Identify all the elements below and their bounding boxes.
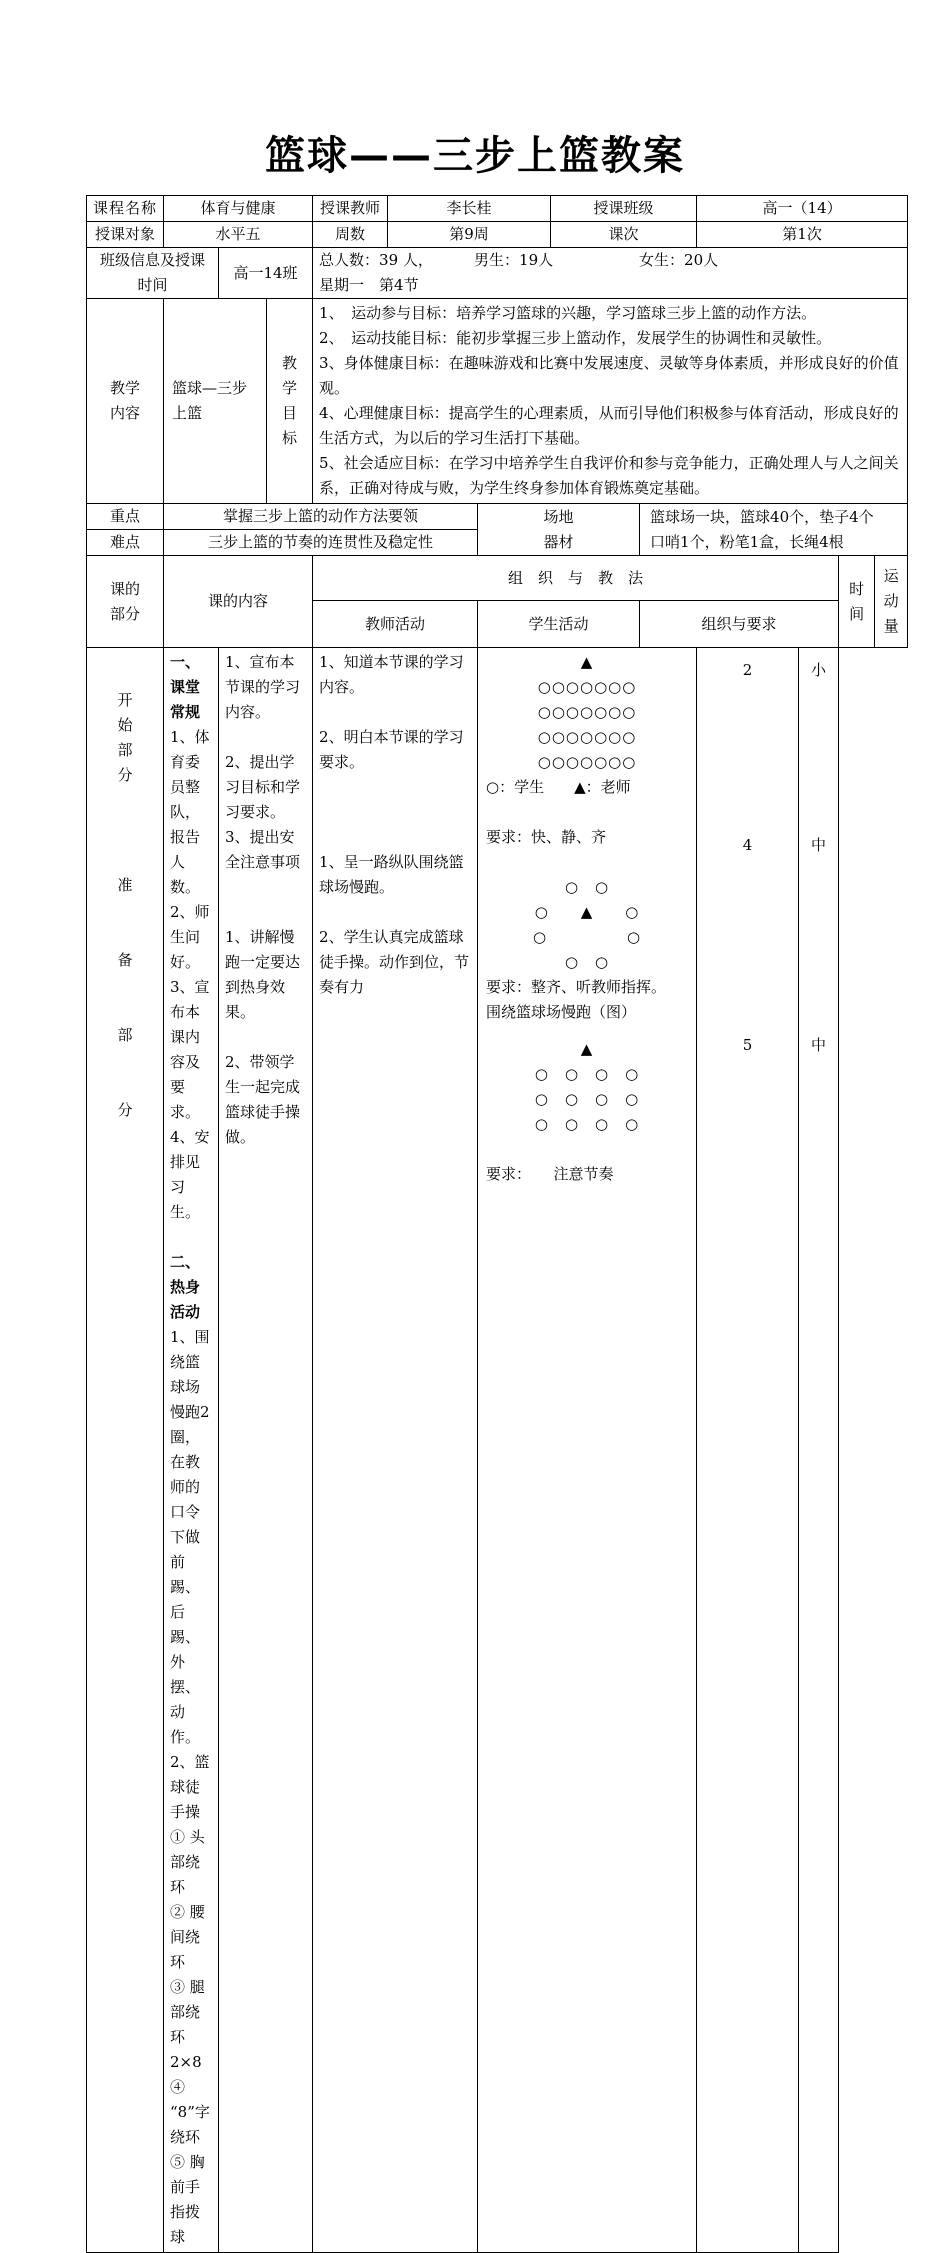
goal-item: 3、身体健康目标：在趣味游戏和比赛中发展速度、灵敏等身体素质，并形成良好的价值观。 [319, 354, 899, 397]
class-value: 高一（14） [697, 196, 908, 222]
time-value: 2 [742, 661, 753, 679]
time-header: 时间 [839, 556, 875, 648]
class-label: 授课班级 [551, 196, 697, 222]
venue-label: 场地 [543, 507, 574, 526]
course-value: 体育与健康 [164, 196, 313, 222]
part-a: 开始部分 [117, 691, 133, 784]
student-activity: 1、呈一路纵队围绕篮球场慢跑。 [319, 853, 464, 896]
student-activity-cell [313, 648, 478, 2253]
content-header: 课的内容 [164, 556, 313, 648]
legend-student: ○：学生 [486, 778, 545, 796]
info-time: 星期一 第4节 [319, 276, 419, 294]
student-activity: 2、明白本节课的学习要求。 [319, 728, 464, 771]
teacher-activity: 3、提出安全注意事项 [225, 828, 301, 871]
load-header: 运动量 [875, 556, 908, 648]
requirement: 要求：整齐、听教师指挥。 [486, 978, 667, 996]
content-topic: 篮球—三步上篮 [164, 299, 267, 504]
teacher-activity-header: 教师活动 [313, 601, 478, 648]
student-activity: 1、知道本节课的学习内容。 [319, 653, 464, 696]
content-label: 教学内容 [87, 299, 164, 504]
requirement: 要求： 注意节奏 [486, 1165, 614, 1183]
s2-title: 二、热身活动 [170, 1253, 201, 1321]
legend-teacher: ▲：老师 [574, 778, 631, 796]
week-value: 第9周 [388, 222, 551, 248]
info-female: 女生：20人 [639, 251, 719, 269]
time-cell [697, 648, 799, 2253]
student-row-icon: ○○○○○○○ [537, 753, 637, 771]
info-class: 高一14班 [219, 248, 313, 299]
goal-item: 5、社会适应目标：在学习中培养学生自我评价和参与竞争能力，正确处理人与人之间关系，正确对待成与败，为学生终身参加体育锻炼奠定基础。 [319, 454, 899, 497]
s1-title: 一、课堂常规 [170, 653, 201, 721]
circle-formation-icon: ○ ○ [564, 953, 610, 971]
s2-item: 1、围绕篮球场慢跑2圈，在教师的口令下做前踢、后踢、外摆、动作。 [170, 1328, 210, 1746]
teacher-label: 授课教师 [313, 196, 388, 222]
time-value: 4 [742, 836, 753, 854]
s2-item: ② 腰间绕环 [170, 1903, 205, 1971]
lesson-plan-table [86, 195, 908, 2253]
circle-formation-icon: ○ ▲ ○ [534, 903, 640, 921]
circle-formation-icon: ○ ○ [564, 878, 610, 896]
s2-item: ③ 腿部绕环 2×8 [170, 1978, 205, 2071]
org-header: 组 织 与 教 法 [313, 556, 839, 601]
circle-formation-icon: ○ ○ [532, 928, 642, 946]
teacher-marker-icon: ▲ [580, 653, 594, 671]
teacher-activity: 2、提出学习目标和学习要求。 [225, 753, 301, 821]
teacher-activity: 2、带领学生一起完成篮球徒手操做。 [225, 1053, 301, 1146]
s2-item: 2、篮球徒手操 [170, 1753, 210, 1821]
week-label: 周数 [313, 222, 388, 248]
venue-cell [640, 504, 908, 556]
venue-label-cell [478, 504, 640, 556]
part-b: 准备部分 [117, 876, 133, 1119]
student-row-icon: ○ ○ ○ ○ [534, 1115, 640, 1133]
info-detail [313, 248, 908, 299]
lesson-value: 第1次 [697, 222, 908, 248]
part-header: 课的部分 [87, 556, 164, 648]
info-male: 男生：19人 [474, 251, 554, 269]
teacher-marker-icon: ▲ [580, 1040, 594, 1058]
student-row-icon: ○○○○○○○ [537, 728, 637, 746]
student-activity: 2、学生认真完成篮球徒手操。动作到位，节奏有力 [319, 928, 470, 996]
teacher-value: 李长桂 [388, 196, 551, 222]
course-label: 课程名称 [87, 196, 164, 222]
page-title: 篮球——三步上篮教案 [265, 133, 685, 179]
content-cell [164, 648, 219, 2253]
student-row-icon: ○○○○○○○ [537, 703, 637, 721]
teacher-activity-cell [219, 648, 313, 2253]
requirement: 围绕篮球场慢跑（图） [486, 1003, 637, 1021]
key-value: 掌握三步上篮的动作方法要领 [164, 504, 478, 530]
require-cell [478, 648, 697, 2253]
require-header: 组织与要求 [640, 601, 839, 648]
goal-item: 2、 运动技能目标：能初步掌握三步上篮动作，发展学生的协调性和灵敏性。 [319, 329, 832, 347]
equip-label: 器材 [543, 532, 574, 551]
target-value: 水平五 [164, 222, 313, 248]
requirement: 要求：快、静、齐 [486, 828, 607, 846]
teacher-activity: 1、宣布本节课的学习内容。 [225, 653, 301, 721]
student-row-icon: ○○○○○○○ [537, 678, 637, 696]
teacher-activity: 1、讲解慢跑一定要达到热身效果。 [225, 928, 301, 1021]
load-value: 中 [811, 1036, 827, 1054]
s2-item: ④ “8”字绕环 [170, 2078, 210, 2146]
s1-item: 2、师生问好。 [170, 903, 210, 971]
goals-cell [313, 299, 908, 504]
time-value: 5 [742, 1036, 753, 1054]
info-label: 班级信息及授课时间 [87, 248, 219, 299]
load-value: 小 [811, 661, 827, 679]
student-row-icon: ○ ○ ○ ○ [534, 1090, 640, 1108]
s2-item: ① 头部绕环 [170, 1828, 205, 1896]
student-activity-header: 学生活动 [478, 601, 640, 648]
load-value: 中 [811, 836, 827, 854]
s1-item: 3、宣布本课内容及要求。 [170, 978, 210, 1121]
student-row-icon: ○ ○ ○ ○ [534, 1065, 640, 1083]
equip-value: 口哨1个，粉笔1盒，长绳4根 [650, 532, 844, 551]
s1-item: 4、安排见习生。 [170, 1128, 210, 1221]
info-total: 总人数：39 人， [319, 251, 433, 269]
lesson-label: 课次 [551, 222, 697, 248]
goal-item: 1、 运动参与目标：培养学习篮球的兴趣，学习篮球三步上篮的动作方法。 [319, 304, 817, 322]
part-cell [87, 648, 164, 2253]
goal-label: 教学目标 [267, 299, 313, 504]
diff-label: 难点 [87, 530, 164, 556]
target-label: 授课对象 [87, 222, 164, 248]
venue-value: 篮球场一块，篮球40个，垫子4个 [650, 507, 874, 526]
diff-value: 三步上篮的节奏的连贯性及稳定性 [164, 530, 478, 556]
legend [486, 775, 688, 800]
s2-item: ⑤ 胸前手指拨球 [170, 2153, 205, 2246]
goal-item: 4、心理健康目标：提高学生的心理素质，从而引导他们积极参与体育活动，形成良好的生活方式，为以后的学习生活打下基础。 [319, 404, 899, 447]
s1-item: 1、体育委员整队，报告人数。 [170, 728, 210, 896]
key-label: 重点 [87, 504, 164, 530]
load-cell [799, 648, 839, 2253]
